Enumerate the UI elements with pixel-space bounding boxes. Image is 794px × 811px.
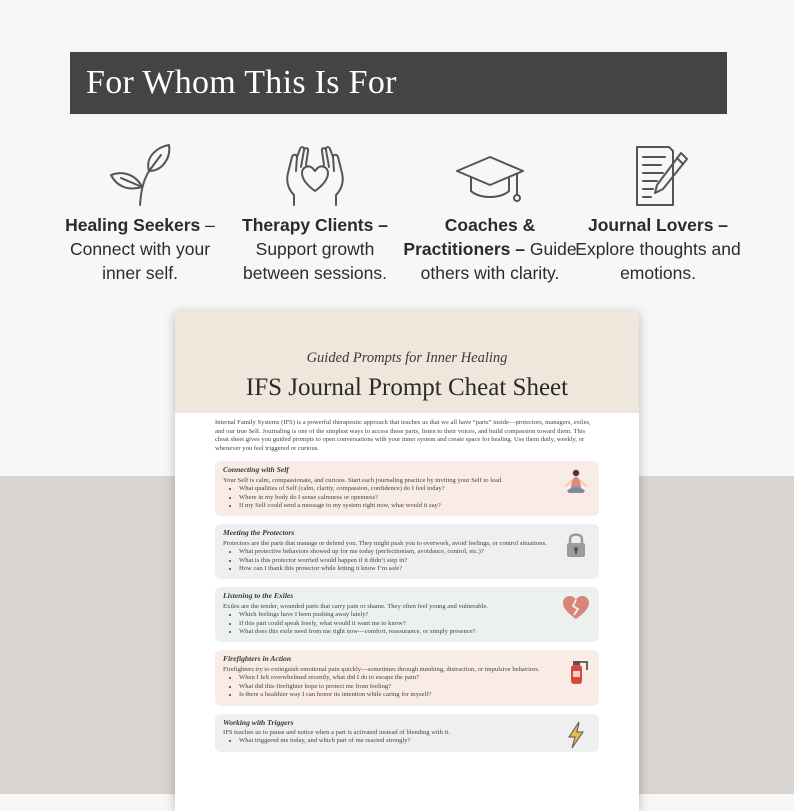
audience-therapy-clients [225, 143, 405, 285]
section-description: Protectors are the parts that manage or defend you. They might push you to overwork, avoid feelings, or control situations. [223, 539, 547, 547]
audience-desc: Guide others with clarity. [420, 239, 577, 283]
document-subtitle: Guided Prompts for Inner Healing [306, 350, 508, 366]
audience-journal-lovers [568, 143, 748, 285]
audience-desc: – Connect with your inner self. [69, 215, 215, 283]
sprout-icon [105, 143, 175, 209]
cheat-sheet-preview [175, 311, 639, 811]
prompt-item: • Is there a healthier way I can honor its intention while caring for myself? [239, 691, 553, 699]
meditation-icon [561, 467, 591, 497]
prompt-item: • If this part could speak freely, what would it want me to know? [239, 620, 553, 628]
document-intro: Internal Family Systems (IFS) is a powerful therapeutic approach that teaches us that we all have “parts” inside—protectors, managers, exiles, and our true Self. Journaling is one of the simplest ways to access these parts, listen to their voices, and build compassion toward them. This cheat sheet gives you guided prompts to open conversations with your inner system and create space for healing. Use them daily, weekly, or whenever you feel triggered or curious. [215, 419, 591, 452]
document-title: IFS Journal Prompt Cheat Sheet [245, 374, 569, 401]
audience-label: Journal Lovers – [587, 215, 729, 235]
section-title: Meeting the Protectors [223, 528, 295, 538]
broken-heart-icon [561, 593, 591, 623]
audience-coaches-practitioners [400, 143, 580, 285]
hands-heart-icon [280, 143, 350, 209]
section-title: Listening to the Exiles [223, 591, 294, 601]
section-card-firefighters-in-action [215, 650, 599, 705]
section-card-connecting-with-self [215, 461, 599, 516]
section-card-meeting-the-protectors [215, 524, 599, 579]
section-title: Working with Triggers [223, 717, 294, 727]
audience-label: Therapy Clients – [242, 215, 388, 235]
prompt-item: • When I felt overwhelmed recently, what did I do to escape the pain? [239, 674, 553, 682]
section-card-listening-to-the-exiles [215, 587, 599, 642]
section-card-working-with-triggers [215, 714, 599, 752]
audience-healing-seekers [50, 143, 230, 285]
fire-extinguisher-icon [561, 656, 591, 686]
section-title: Connecting with Self [223, 465, 289, 475]
document-header [175, 311, 639, 413]
graduation-cap-icon [455, 143, 525, 209]
audience-label: Healing Seekers [65, 215, 201, 235]
banner-title: For Whom This Is For [86, 64, 397, 101]
prompt-item: • If my Self could send a message to my system right now, what would it say? [239, 502, 553, 510]
journal-pen-icon [623, 143, 693, 209]
audience-desc: Explore thoughts and emotions. [575, 239, 741, 283]
prompt-item: • What does this exile need from me right now—comfort, reassurance, or simply presence? [239, 628, 553, 636]
audience-desc: Support growth between sessions. [243, 239, 387, 283]
prompt-item: • How can I thank this protector while letting it know I’m safe? [239, 565, 553, 573]
prompt-item: • What is this protector worried would happen if it didn’t step in? [239, 557, 553, 565]
lightning-icon [561, 720, 591, 750]
prompt-item: • What qualities of Self (calm, clarity, compassion, confidence) do I feel today? [239, 485, 553, 493]
section-description: Firefighters try to extinguish emotional pain quickly—sometimes through numbing, distraction, or impulsive behaviors. [223, 665, 540, 673]
prompt-item: • Which feelings have I been pushing away lately? [239, 611, 553, 619]
prompt-item: • What protective behaviors showed up for me today (perfectionism, avoidance, control, etc.)? [239, 548, 553, 556]
section-description: Exiles are the tender, wounded parts that carry pain or shame. They often feel young and vulnerable. [223, 602, 488, 610]
section-title: Firefighters in Action [223, 654, 292, 664]
padlock-icon [561, 530, 591, 560]
prompt-item: • What triggered me today, and which part of me reacted strongly? [239, 737, 553, 745]
section-description: Your Self is calm, compassionate, and curious. Start each journaling practice by inviting your Self to lead. [223, 476, 503, 484]
prompt-item: • What did this firefighter hope to protect me from feeling? [239, 683, 553, 691]
audience-label: Coaches & Practitioners – [403, 215, 536, 259]
section-description: IFS teaches us to pause and notice when a part is activated instead of blending with it. [223, 728, 450, 736]
prompt-item: • Where in my body do I sense calmness or openness? [239, 494, 553, 502]
